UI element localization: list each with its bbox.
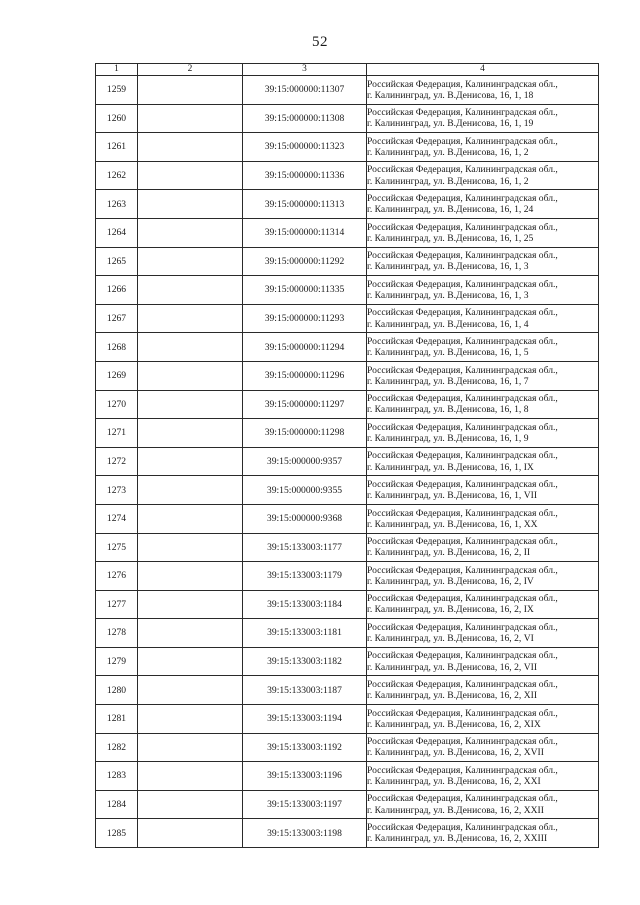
address-cell [367,333,599,362]
address-line-2: г. Калининград, ул. В.Денисова, 16, 1, IX [367,461,534,473]
row-number: 1267 [96,304,138,333]
table-row [96,819,599,848]
cadastral-number: 39:15:133003:1196 [243,762,367,791]
address-line-2: г. Калининград, ул. В.Денисова, 16, 2, II [367,547,531,559]
cadastral-number: 39:15:000000:11323 [243,133,367,162]
table-row [96,447,599,476]
address-line-1: Российская Федерация, Калининградская обл., [367,450,558,462]
address-line-2: г. Калининград, ул. В.Денисова, 16, 1, 2 [367,146,529,158]
cadastral-number: 39:15:133003:1192 [243,733,367,762]
table-row [96,647,599,676]
address-line-1: Российская Федерация, Калининградская обл., [367,621,558,633]
row-number: 1283 [96,762,138,791]
cadastral-number: 39:15:133003:1182 [243,647,367,676]
address-line-2: г. Калининград, ул. В.Денисова, 16, 1, 2 [367,175,529,187]
row-number: 1278 [96,619,138,648]
cadastral-number: 39:15:000000:11314 [243,218,367,247]
row-number: 1262 [96,161,138,190]
header-col-4: 4 [367,64,599,76]
address-line-2: г. Калининград, ул. В.Денисова, 16, 2, VII [367,661,538,673]
header-row [96,64,599,76]
address-cell [367,361,599,390]
cadastral-number: 39:15:000000:11296 [243,361,367,390]
row-number: 1284 [96,790,138,819]
table-row [96,590,599,619]
table-row [96,762,599,791]
row-number: 1266 [96,276,138,305]
address-line-2: г. Калининград, ул. В.Денисова, 16, 1, XX [367,518,538,530]
row-number: 1274 [96,504,138,533]
address-line-1: Российская Федерация, Калининградская обл., [367,793,558,805]
cadastral-number: 39:15:000000:9368 [243,504,367,533]
address-cell [367,104,599,133]
row-col-2 [138,533,243,562]
table-row [96,276,599,305]
table-body [96,76,599,848]
address-cell [367,190,599,219]
cadastral-number: 39:15:000000:9355 [243,476,367,505]
address-line-2: г. Калининград, ул. В.Денисова, 16, 1, 3 [367,261,529,273]
table-row [96,562,599,591]
row-col-2 [138,333,243,362]
cadastral-number: 39:15:133003:1177 [243,533,367,562]
row-number: 1272 [96,447,138,476]
address-cell [367,161,599,190]
property-registry-table [95,63,599,848]
address-cell [367,619,599,648]
address-cell [367,218,599,247]
row-col-2 [138,76,243,105]
row-col-2 [138,705,243,734]
address-line-1: Российская Федерация, Калининградская обл., [367,536,558,548]
row-col-2 [138,762,243,791]
table-row [96,190,599,219]
row-number: 1264 [96,218,138,247]
cadastral-number: 39:15:000000:11336 [243,161,367,190]
address-line-1: Российская Федерация, Калининградская обл., [367,764,558,776]
address-line-1: Российская Федерация, Калининградская обл., [367,593,558,605]
table-row [96,705,599,734]
cadastral-number: 39:15:000000:11313 [243,190,367,219]
table-row [96,390,599,419]
table-row [96,333,599,362]
header-col-1: 1 [96,64,138,76]
address-line-1: Российская Федерация, Калининградская обл., [367,107,558,119]
address-line-2: г. Калининград, ул. В.Денисова, 16, 2, XXI [367,776,541,788]
row-col-2 [138,476,243,505]
row-number: 1261 [96,133,138,162]
table-row [96,218,599,247]
address-line-1: Российская Федерация, Калининградская обл., [367,736,558,748]
row-number: 1280 [96,676,138,705]
address-cell [367,276,599,305]
address-cell [367,705,599,734]
cadastral-number: 39:15:133003:1197 [243,790,367,819]
row-col-2 [138,247,243,276]
address-line-1: Российская Федерация, Калининградская обл., [367,364,558,376]
table-row [96,419,599,448]
row-col-2 [138,161,243,190]
page-number: 52 [312,34,328,50]
row-number: 1263 [96,190,138,219]
row-number: 1285 [96,819,138,848]
address-cell [367,790,599,819]
row-col-2 [138,590,243,619]
address-cell [367,76,599,105]
row-col-2 [138,733,243,762]
table-row [96,790,599,819]
row-col-2 [138,419,243,448]
address-line-2: г. Калининград, ул. В.Денисова, 16, 2, XII [367,690,538,702]
address-line-2: г. Калининград, ул. В.Денисова, 16, 1, 24 [367,204,534,216]
cadastral-number: 39:15:000000:11294 [243,333,367,362]
cadastral-number: 39:15:000000:11308 [243,104,367,133]
row-col-2 [138,819,243,848]
row-number: 1275 [96,533,138,562]
row-col-2 [138,104,243,133]
table-row [96,733,599,762]
address-line-2: г. Калининград, ул. В.Денисова, 16, 2, XVII [367,747,544,759]
row-number: 1279 [96,647,138,676]
address-line-2: г. Калининград, ул. В.Денисова, 16, 1, VII [367,490,538,502]
address-line-2: г. Калининград, ул. В.Денисова, 16, 1, 7 [367,375,529,387]
row-col-2 [138,447,243,476]
cadastral-number: 39:15:000000:11293 [243,304,367,333]
address-line-2: г. Калининград, ул. В.Денисова, 16, 1, 9 [367,432,529,444]
address-cell [367,533,599,562]
row-number: 1268 [96,333,138,362]
address-line-1: Российская Федерация, Калининградская обл., [367,478,558,490]
table-row [96,676,599,705]
row-number: 1281 [96,705,138,734]
cadastral-number: 39:15:133003:1187 [243,676,367,705]
row-number: 1259 [96,76,138,105]
table-row [96,133,599,162]
row-col-2 [138,504,243,533]
row-number: 1265 [96,247,138,276]
address-line-1: Российская Федерация, Калининградская обл., [367,221,558,233]
row-col-2 [138,562,243,591]
address-line-1: Российская Федерация, Калининградская обл., [367,192,558,204]
address-line-2: г. Калининград, ул. В.Денисова, 16, 1, 4 [367,318,529,330]
address-line-1: Российская Федерация, Калининградская обл., [367,307,558,319]
address-line-2: г. Калининград, ул. В.Денисова, 16, 2, XXII [367,804,544,816]
address-line-1: Российская Федерация, Калининградская обл., [367,679,558,691]
cadastral-number: 39:15:000000:11298 [243,419,367,448]
table-header [96,64,599,76]
row-col-2 [138,361,243,390]
address-cell [367,676,599,705]
address-cell [367,762,599,791]
table-row [96,504,599,533]
address-cell [367,419,599,448]
address-cell [367,447,599,476]
row-col-2 [138,218,243,247]
address-cell [367,733,599,762]
address-cell [367,590,599,619]
table-row [96,619,599,648]
row-col-2 [138,619,243,648]
cadastral-number: 39:15:133003:1179 [243,562,367,591]
row-col-2 [138,790,243,819]
address-line-1: Российская Федерация, Калининградская обл., [367,421,558,433]
cadastral-number: 39:15:000000:11307 [243,76,367,105]
address-line-1: Российская Федерация, Калининградская обл., [367,822,558,834]
address-line-2: г. Калининград, ул. В.Денисова, 16, 1, 25 [367,232,534,244]
table-row [96,361,599,390]
table-row [96,161,599,190]
row-number: 1271 [96,419,138,448]
address-line-2: г. Калининград, ул. В.Денисова, 16, 2, XXIII [367,833,548,845]
row-col-2 [138,133,243,162]
address-line-1: Российская Федерация, Калининградская обл., [367,564,558,576]
address-cell [367,390,599,419]
address-line-2: г. Калининград, ул. В.Денисова, 16, 2, IX [367,604,534,616]
address-line-1: Российская Федерация, Калининградская обл., [367,393,558,405]
table-row [96,533,599,562]
cadastral-number: 39:15:133003:1181 [243,619,367,648]
address-line-1: Российская Федерация, Калининградская обл., [367,135,558,147]
address-line-2: г. Калининград, ул. В.Денисова, 16, 1, 8 [367,404,529,416]
cadastral-number: 39:15:000000:11297 [243,390,367,419]
row-number: 1273 [96,476,138,505]
row-col-2 [138,304,243,333]
address-line-1: Российская Федерация, Калининградская обл., [367,164,558,176]
table-row [96,304,599,333]
address-line-2: г. Калининград, ул. В.Денисова, 16, 2, VI [367,633,534,645]
table-row [96,104,599,133]
address-cell [367,562,599,591]
address-cell [367,247,599,276]
cadastral-number: 39:15:133003:1198 [243,819,367,848]
cadastral-number: 39:15:000000:11335 [243,276,367,305]
row-number: 1270 [96,390,138,419]
address-line-2: г. Калининград, ул. В.Денисова, 16, 1, 5 [367,347,529,359]
row-number: 1276 [96,562,138,591]
address-line-2: г. Калининград, ул. В.Денисова, 16, 1, 19 [367,118,534,130]
address-cell [367,133,599,162]
table-row [96,247,599,276]
cadastral-number: 39:15:133003:1194 [243,705,367,734]
address-line-1: Российская Федерация, Калининградская обл., [367,707,558,719]
address-line-2: г. Калининград, ул. В.Денисова, 16, 1, 3 [367,289,529,301]
address-line-2: г. Калининград, ул. В.Денисова, 16, 1, 18 [367,89,534,101]
row-col-2 [138,647,243,676]
row-number: 1260 [96,104,138,133]
address-cell [367,476,599,505]
row-col-2 [138,276,243,305]
address-line-1: Российская Федерация, Калининградская обл., [367,335,558,347]
address-line-1: Российская Федерация, Калининградская обл., [367,650,558,662]
cadastral-number: 39:15:133003:1184 [243,590,367,619]
cadastral-number: 39:15:000000:9357 [243,447,367,476]
row-col-2 [138,390,243,419]
address-cell [367,647,599,676]
table-row [96,76,599,105]
row-number: 1269 [96,361,138,390]
address-line-1: Российская Федерация, Калининградская обл., [367,78,558,90]
row-number: 1282 [96,733,138,762]
header-col-2: 2 [138,64,243,76]
header-col-3: 3 [243,64,367,76]
address-cell [367,819,599,848]
address-line-2: г. Калининград, ул. В.Денисова, 16, 2, XIX [367,718,541,730]
address-line-2: г. Калининград, ул. В.Денисова, 16, 2, IV [367,575,534,587]
address-line-1: Российская Федерация, Калининградская обл., [367,278,558,290]
cadastral-number: 39:15:000000:11292 [243,247,367,276]
table-row [96,476,599,505]
row-col-2 [138,190,243,219]
address-cell [367,504,599,533]
address-line-1: Российская Федерация, Калининградская обл., [367,507,558,519]
row-col-2 [138,676,243,705]
address-line-1: Российская Федерация, Калининградская обл., [367,250,558,262]
row-number: 1277 [96,590,138,619]
address-cell [367,304,599,333]
